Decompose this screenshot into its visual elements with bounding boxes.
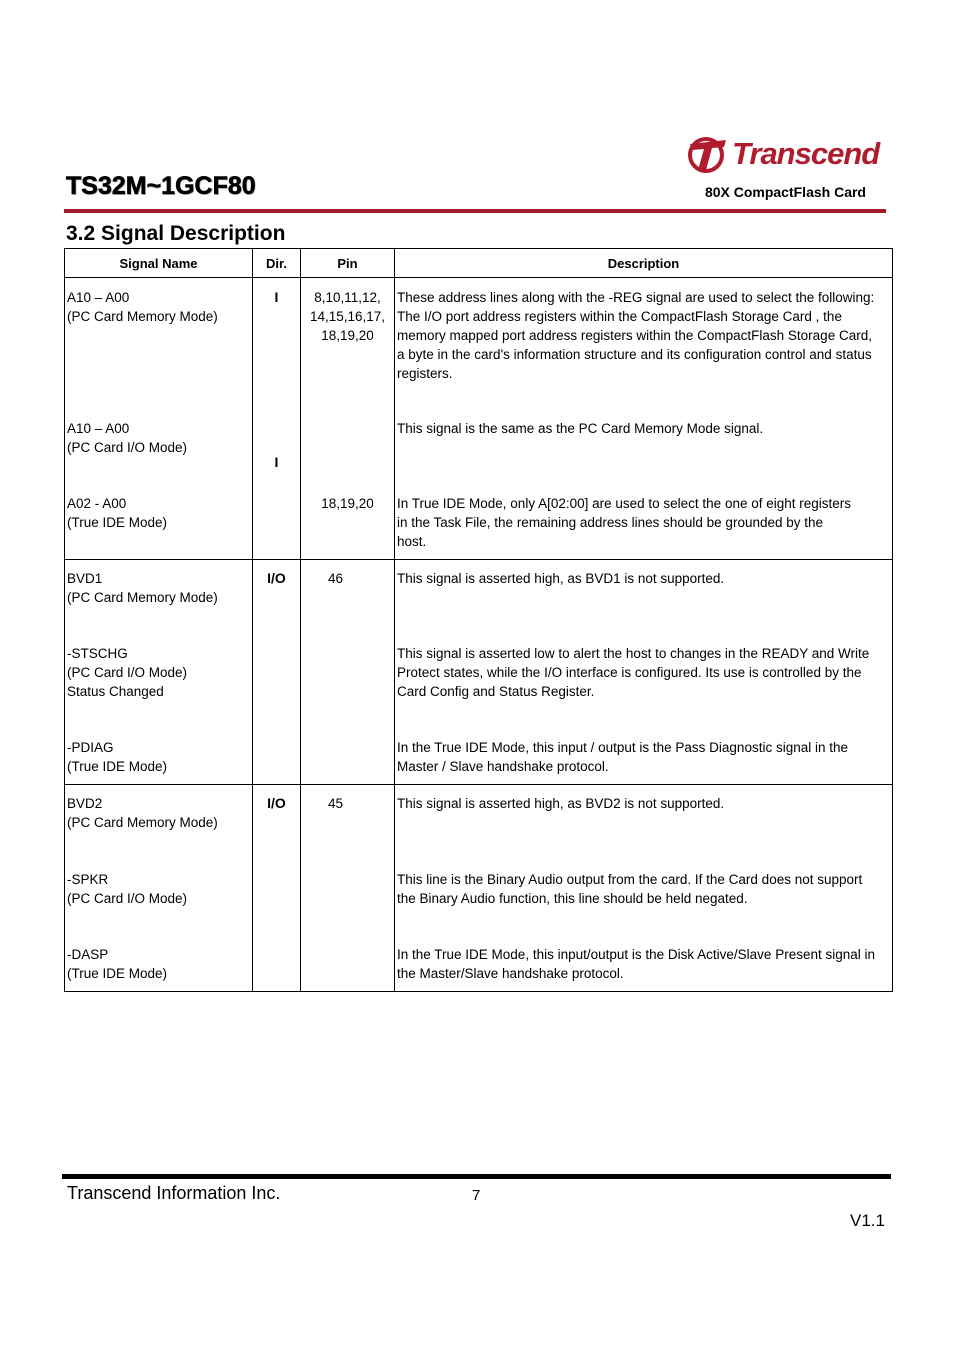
signal-name-cell xyxy=(65,560,253,785)
version-label: V1.1 xyxy=(850,1211,885,1230)
pin-value: 45 xyxy=(327,796,344,811)
table-row xyxy=(65,278,893,560)
description-text: This signal is asserted high, as BVD2 is not supported. xyxy=(397,796,725,811)
signal-entry: A02 - A00 (True IDE Mode) xyxy=(67,496,168,530)
footer-company: Transcend Information Inc. xyxy=(67,1183,281,1203)
pin-value: 46 xyxy=(327,571,344,586)
page-number: 7 xyxy=(472,1187,481,1204)
document-title: TS32M~1GCF80 xyxy=(66,172,256,200)
signal-name-cell xyxy=(65,278,253,560)
dir-cell xyxy=(253,785,301,992)
section-heading: 3.2 Signal Description xyxy=(66,222,286,245)
signal-entry: -PDIAG (True IDE Mode) xyxy=(67,740,168,774)
signal-entry: A10 – A00 (PC Card Memory Mode) xyxy=(67,290,218,324)
description-text: In True IDE Mode, only A[02:00] are used to select the one of eight registers in the Task File, the remaining address lines should be grounded by the host. xyxy=(397,496,852,549)
header-dir: Dir. xyxy=(253,249,301,278)
description-text: In the True IDE Mode, this input/output is the Disk Active/Slave Present signal in the Master/Slave handshake protocol. xyxy=(397,947,875,981)
dir-value: I/O xyxy=(267,570,286,586)
document-subtitle: 80X CompactFlash Card xyxy=(704,184,866,200)
logo-wordmark: Transcend xyxy=(732,136,880,171)
description-text: This signal is the same as the PC Card Memory Mode signal. xyxy=(397,421,764,436)
signal-entry: BVD2 (PC Card Memory Mode) xyxy=(67,796,218,830)
dir-value: I xyxy=(274,454,279,470)
pin-cell xyxy=(301,785,395,992)
signal-description-table xyxy=(64,248,893,992)
description-text: These address lines along with the -REG signal are used to select the following: The I/O port address registers within the CompactFlash Storage Card , the memory mapped port address registers within the CompactFlash Storage Card, a byte in the card's information structure and its configuration control and status registers. xyxy=(397,290,875,381)
footer-divider xyxy=(62,1174,891,1179)
signal-entry: -DASP (True IDE Mode) xyxy=(67,947,168,981)
signal-entry: -SPKR (PC Card I/O Mode) xyxy=(67,872,188,906)
signal-entry: A10 – A00 (PC Card I/O Mode) xyxy=(67,421,188,455)
signal-name-cell xyxy=(65,785,253,992)
signal-entry: -STSCHG (PC Card I/O Mode) Status Changed xyxy=(67,646,188,699)
table-row xyxy=(65,560,893,785)
table-row xyxy=(65,785,893,992)
table-header-row xyxy=(65,249,893,278)
pin-value: 8,10,11,12, 14,15,16,17, 18,19,20 xyxy=(309,290,386,343)
description-text: This line is the Binary Audio output from the card. If the Card does not support the Binary Audio function, this line should be held negated. xyxy=(397,872,863,906)
header-signal-name: Signal Name xyxy=(65,249,253,278)
dir-cell xyxy=(253,560,301,785)
header-pin: Pin xyxy=(301,249,395,278)
header-description: Description xyxy=(395,249,893,278)
description-text: This signal is asserted high, as BVD1 is not supported. xyxy=(397,571,725,586)
dir-value: I xyxy=(274,289,279,305)
dir-value: I/O xyxy=(267,795,286,811)
description-cell xyxy=(395,560,893,785)
dir-cell xyxy=(253,278,301,560)
pin-cell xyxy=(301,278,395,560)
description-cell xyxy=(395,785,893,992)
transcend-logo xyxy=(686,134,879,174)
description-text: This signal is asserted low to alert the host to changes in the READY and Write Protect states, while the I/O interface is configured. Its use is controlled by the Card Config and Status Register. xyxy=(397,646,870,699)
header-divider xyxy=(64,209,886,213)
description-cell xyxy=(395,278,893,560)
description-text: In the True IDE Mode, this input / output is the Pass Diagnostic signal in the Master / Slave handshake protocol. xyxy=(397,740,848,774)
pin-value: 18,19,20 xyxy=(321,496,374,511)
pin-cell xyxy=(301,560,395,785)
signal-entry: BVD1 (PC Card Memory Mode) xyxy=(67,571,218,605)
transcend-logo-icon xyxy=(686,134,730,174)
